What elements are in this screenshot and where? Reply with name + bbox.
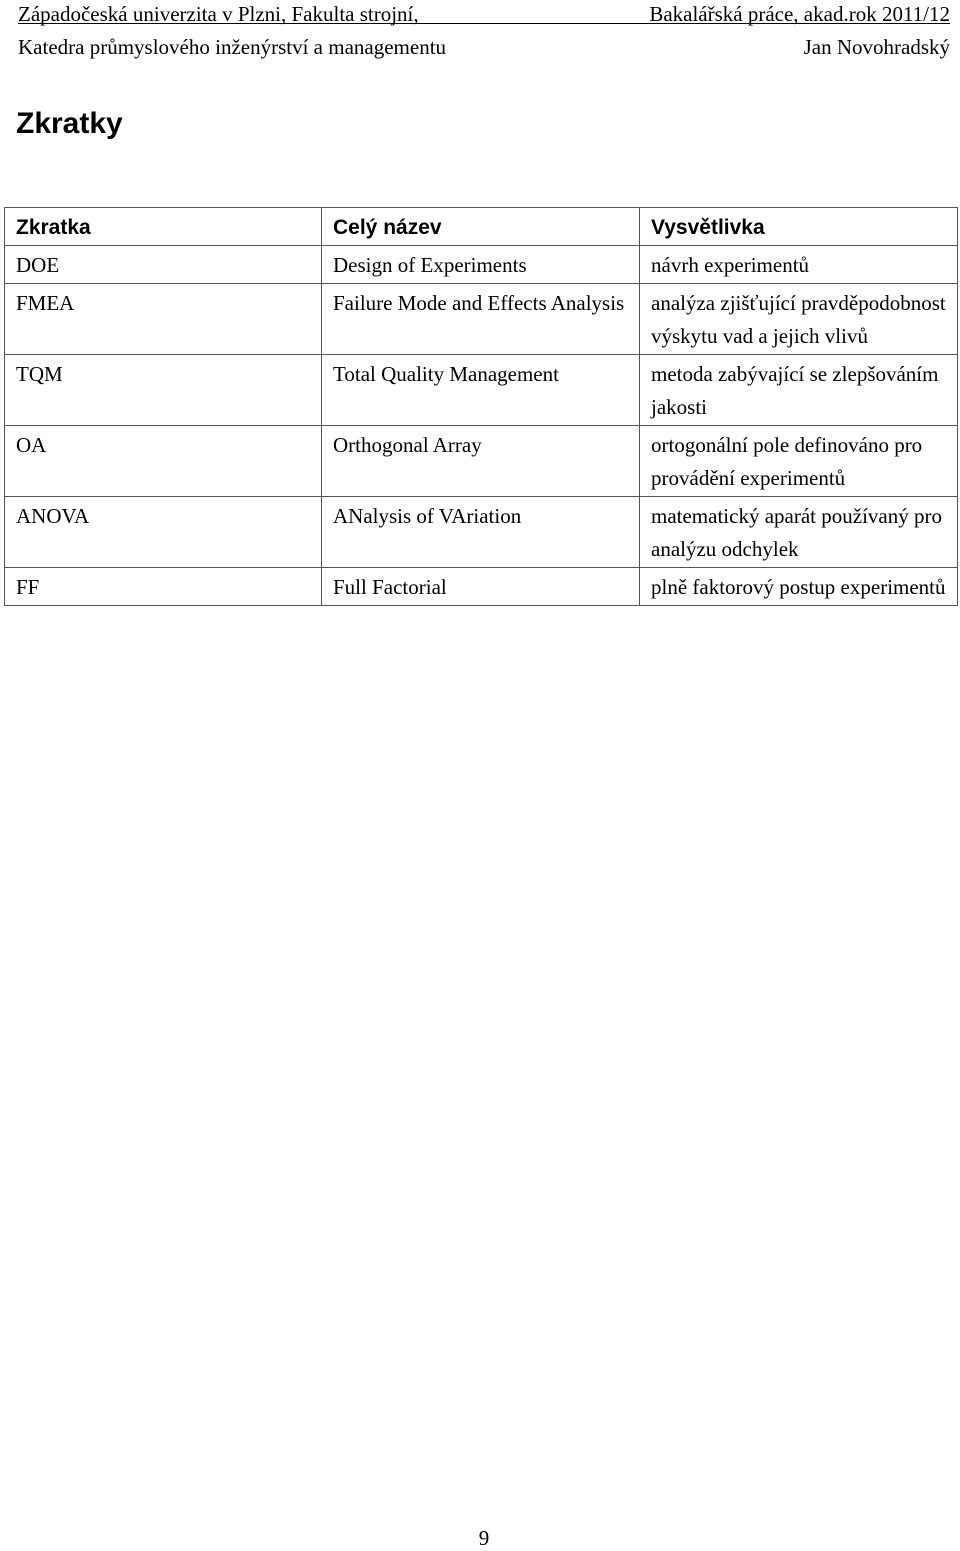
page-number: 9	[478, 1526, 490, 1550]
full-name-cell: ANalysis of VAriation	[322, 497, 640, 568]
full-name-cell: Design of Experiments	[322, 246, 640, 284]
abbreviation-cell: OA	[5, 426, 322, 497]
table-row	[5, 284, 958, 355]
header-university: Západočeská univerzita v Plzni, Fakulta strojní,	[18, 2, 419, 26]
running-header-line-2	[18, 33, 950, 57]
abbreviations-table	[4, 207, 958, 606]
running-header	[18, 0, 950, 57]
explanation-cell: ortogonální pole definováno pro provádění experimentů	[640, 426, 958, 497]
explanation-cell: metoda zabývající se zlepšováním jakosti	[640, 355, 958, 426]
abbreviation-cell: FF	[5, 568, 322, 606]
abbreviation-cell: FMEA	[5, 284, 322, 355]
table-row	[5, 355, 958, 426]
page-title: Zkratky	[16, 107, 123, 140]
full-name-cell: Full Factorial	[322, 568, 640, 606]
column-header-explanation: Vysvětlivka	[640, 208, 958, 246]
table-row	[5, 568, 958, 606]
table-row	[5, 246, 958, 284]
header-author: Jan Novohradský	[803, 35, 950, 59]
column-header-abbreviation: Zkratka	[5, 208, 322, 246]
table-header-row	[5, 208, 958, 246]
abbreviation-cell: TQM	[5, 355, 322, 426]
explanation-cell: analýza zjišťující pravděpodobnost výskytu vad a jejich vlivů	[640, 284, 958, 355]
explanation-cell: matematický aparát používaný pro analýzu odchylek	[640, 497, 958, 568]
header-department: Katedra průmyslového inženýrství a managementu	[18, 35, 447, 59]
running-header-line-1	[18, 0, 950, 24]
full-name-cell: Orthogonal Array	[322, 426, 640, 497]
explanation-cell: návrh experimentů	[640, 246, 958, 284]
full-name-cell: Failure Mode and Effects Analysis	[322, 284, 640, 355]
table-row	[5, 497, 958, 568]
table-row	[5, 426, 958, 497]
column-header-full-name: Celý název	[322, 208, 640, 246]
full-name-cell: Total Quality Management	[322, 355, 640, 426]
abbreviation-cell: ANOVA	[5, 497, 322, 568]
header-thesis: Bakalářská práce, akad.rok 2011/12	[649, 2, 950, 26]
abbreviation-cell: DOE	[5, 246, 322, 284]
explanation-cell: plně faktorový postup experimentů	[640, 568, 958, 606]
